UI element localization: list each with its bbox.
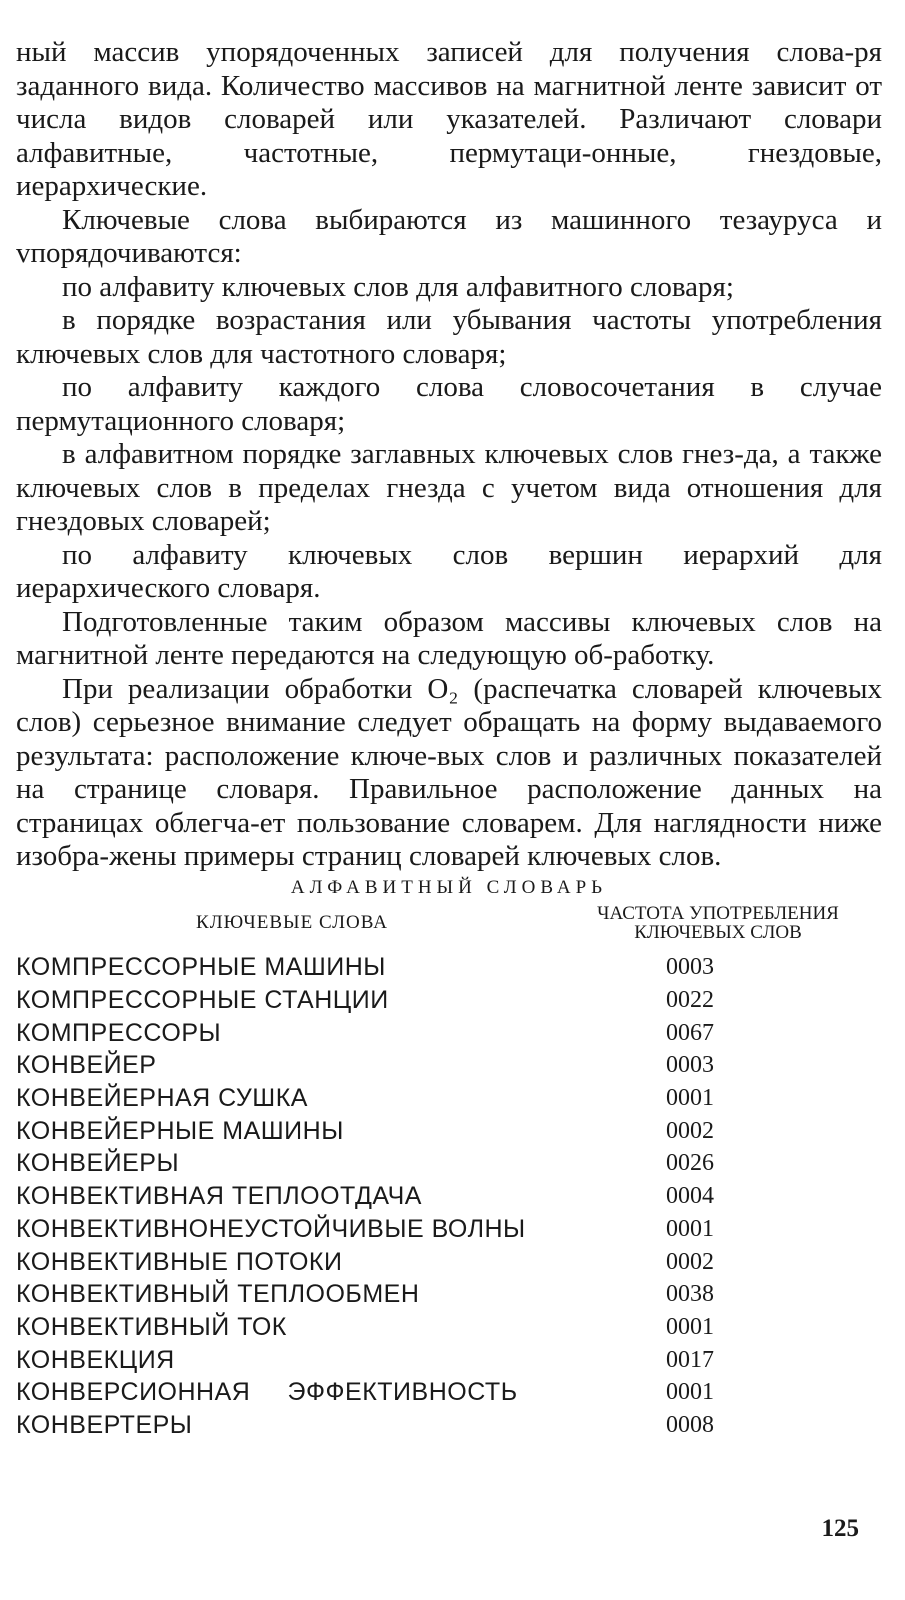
table-row <box>16 1246 882 1279</box>
frequency-cell: 0004 <box>666 1183 714 1210</box>
frequency-cell: 0001 <box>666 1085 714 1112</box>
header-frequency <box>568 904 868 942</box>
term-cell: КОНВЕЙЕРНАЯ СУШКА <box>16 1084 308 1113</box>
table-row <box>16 1311 882 1344</box>
list-item-hierarchical: по алфавиту ключевых слов вершин иерархий для иерархического словаря. <box>16 538 882 604</box>
frequency-cell: 0022 <box>666 987 714 1014</box>
table-row <box>16 1180 882 1213</box>
frequency-cell: 0008 <box>666 1411 714 1438</box>
table-title: АЛФАВИТНЫЙ СЛОВАРЬ <box>290 876 608 898</box>
frequency-cell: 0001 <box>666 1313 714 1340</box>
table-row <box>16 1050 882 1083</box>
paragraph-keywords-intro: Ключевые слова выбираются из машинного тезауруса и vпорядочиваются: <box>16 203 882 269</box>
list-item-permutation: по алфавиту каждого слова словосочетания в случае пермутационного словаря; <box>16 371 882 437</box>
frequency-cell: 0001 <box>666 1379 714 1406</box>
dictionary-table <box>16 952 882 1442</box>
table-row <box>16 1148 882 1181</box>
frequency-cell: 0003 <box>666 1052 714 1079</box>
list-item-nested: в алфавитном порядке заглавных ключевых слов гнез-да, а также ключевых слов в пределах гнезда с учетом вида отношения для гнездовых словарей; <box>16 438 882 537</box>
list-item-frequency: в порядке возрастания или убывания частоты употребления ключевых слов для частотного словаря; <box>16 304 882 370</box>
header-keywords: КЛЮЧЕВЫЕ СЛОВА <box>196 911 388 933</box>
term-cell: КОМПРЕССОРНЫЕ МАШИНЫ <box>16 953 386 982</box>
frequency-cell: 0003 <box>666 954 714 981</box>
paragraph-prepared-arrays: Подготовленные таким образом массивы ключевых слов на магнитной ленте передаются на следующую об-работку. <box>16 605 882 671</box>
term-cell: КОНВЕКТИВНЫЙ ТОК <box>16 1312 287 1341</box>
frequency-cell: 0038 <box>666 1281 714 1308</box>
term-cell: КОНВЕКТИВНОНЕУСТОЙЧИВЫЕ ВОЛНЫ <box>16 1214 526 1243</box>
table-row <box>16 1115 882 1148</box>
term-cell: КОМПРЕССОРЫ <box>16 1018 222 1047</box>
frequency-cell: 0002 <box>666 1248 714 1275</box>
term-cell: КОМПРЕССОРНЫЕ СТАНЦИИ <box>16 986 389 1015</box>
header-frequency-line1: ЧАСТОТА УПОТРЕБЛЕНИЯ <box>597 902 839 924</box>
frequency-cell: 0002 <box>666 1117 714 1144</box>
frequency-cell: 0001 <box>666 1215 714 1242</box>
term-cell: КОНВЕРТЕРЫ <box>16 1410 193 1439</box>
frequency-cell: 0017 <box>666 1346 714 1373</box>
table-header <box>16 904 882 942</box>
table-row <box>16 1278 882 1311</box>
header-frequency-line2: КЛЮЧЕВЫХ СЛОВ <box>634 921 802 943</box>
term-cell: КОНВЕКТИВНЫЙ ТЕПЛООБМЕН <box>16 1280 420 1309</box>
table-row <box>16 1082 882 1115</box>
page-body <box>16 36 882 1442</box>
term-cell: КОНВЕКТИВНЫЕ ПОТОКИ <box>16 1247 343 1276</box>
term-cell: КОНВЕЙЕР <box>16 1051 157 1080</box>
frequency-cell: 0067 <box>666 1019 714 1046</box>
list-item-alphabetic: по алфавиту ключевых слов для алфавитного словаря; <box>62 270 734 303</box>
frequency-cell: 0026 <box>666 1150 714 1177</box>
table-row <box>16 1409 882 1442</box>
table-row <box>16 1017 882 1050</box>
paragraph-continuation: ный массив упорядоченных записей для получения слова-ря заданного вида. Количество массивов на магнитной ленте зависит от числа видов словарей или указателей. Различают словари алфавитные, частотные, пермутаци-онные, гнездовые, иерархические. <box>16 36 882 202</box>
term-cell: КОНВЕРСИОННАЯ ЭФФЕКТИВНОСТЬ <box>16 1378 518 1407</box>
term-cell: КОНВЕЙЕРНЫЕ МАШИНЫ <box>16 1116 344 1145</box>
term-cell: КОНВЕЙЕРЫ <box>16 1149 180 1178</box>
table-row <box>16 984 882 1017</box>
paragraph-processing-o2: При реализации обработки O₂ (распечатка словарей ключевых слов) серьезное внимание следует обращать на форму выдаваемого результата: расположение ключе-вых слов и различных показателей на странице словаря. Правильное расположение данных на страницах облегча-ет пользование словарем. Для наглядности ниже изобра-жены примеры страниц словарей ключевых слов. <box>16 672 882 872</box>
page-number: 125 <box>821 1515 859 1542</box>
table-row <box>16 1376 882 1409</box>
table-row <box>16 1213 882 1246</box>
table-row <box>16 1344 882 1377</box>
term-cell: КОНВЕКЦИЯ <box>16 1345 175 1374</box>
term-cell: КОНВЕКТИВНАЯ ТЕПЛООТДАЧА <box>16 1182 422 1211</box>
table-row <box>16 952 882 985</box>
